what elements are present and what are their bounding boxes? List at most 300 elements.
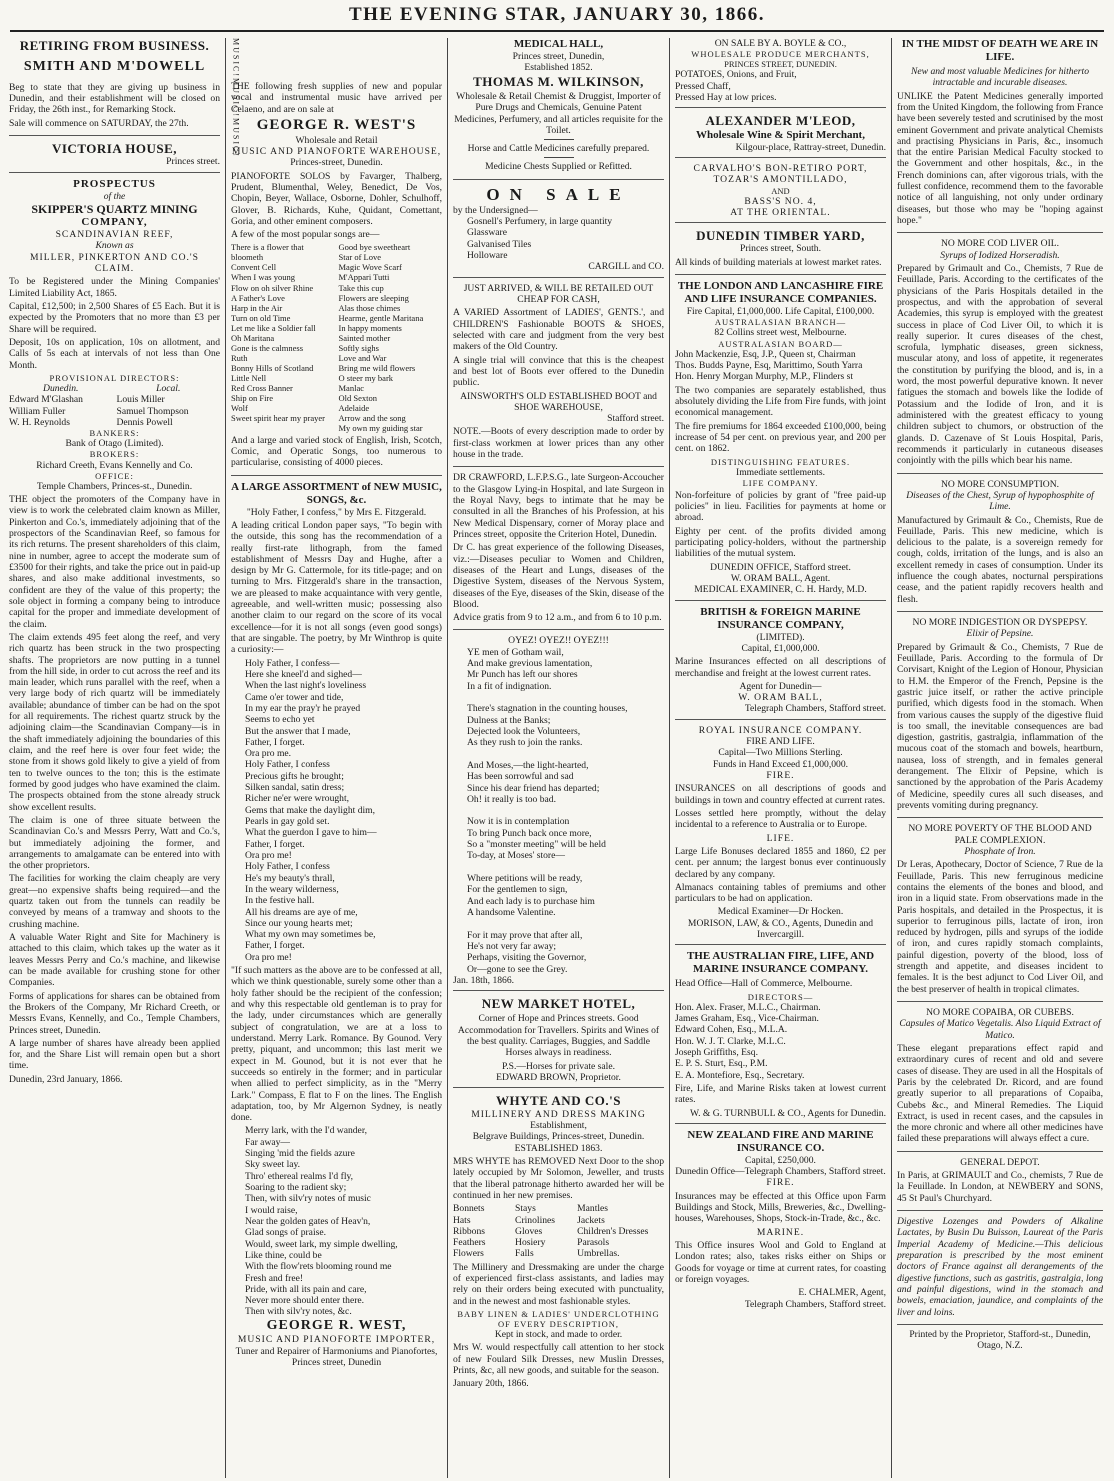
indigestion-sub: Elixir of Pepsine. <box>966 628 1034 640</box>
review-text: A leading critical London paper says, "To begin with the outside, this song has the recommendation of a really first-rate lithograph, from the famed establishment of Messrs Day and Hughe, after a design by Mr G. Cattermole, for its title-page; and on turning to Mrs. Fitzgerald's share in the transaction, we are pleased to make acquaintance with very gentle, agreeable, and well-written music; possessing also another claim to our regard on the score of its vocal excellence—for it is not all songs (even good songs) that are singable. The poetry, by Mr Winthrop is quite a curiosity:— <box>231 519 442 656</box>
life-co-title: LIFE COMPANY. <box>742 477 819 488</box>
poem-line: Since his dear friend has departed; <box>467 782 600 794</box>
poem-line <box>467 805 664 816</box>
director-name: Edward M'Glashan <box>9 394 83 406</box>
aus-head: Head Office—Hall of Commerce, Melbourne. <box>675 978 853 990</box>
column-1 <box>4 38 226 1478</box>
oriental-title: AT THE ORIENTAL. <box>730 206 831 218</box>
song-title: Bring me wild flowers <box>338 362 416 373</box>
medical-hall-est: Established 1852. <box>524 62 593 74</box>
verse-line: Like thine, could be <box>245 1249 322 1261</box>
poem-line <box>467 749 664 760</box>
chalmer-addr: Telegraph Chambers, Stafford street. <box>744 1298 886 1310</box>
verse-line: Gems that make the daylight dim, <box>245 804 376 816</box>
victoria-house-street: Princes street. <box>166 156 220 168</box>
cod-body: Prepared by Grimault and Co., Chemists, 7 Rue de Feuillade, Paris. According to the certificates of the physicians of the Paris Hospitals detailed in the prospectus, and with the approbation of several Academies, this syrup is employed with the greatest success in place of Cod Liver Oil, to which it is really superior. It cures diseases of the chest, scrofula, lymphatic diseases, green sickness, muscular atony, and loss of appetite, it regenerates the constitution by purifying the blood, and is, in a word, the most powerful depurative known. It never fatigues the stomach and bowels like the Iodide of Potassium and the Iodide of Iron, and it is administered with the greatest efficacy to young children subject to chumors, or obstruction of the glands. D. Cazenave of St Louis Hospital, Paris, recommends it particularly in cutaneous diseases conjointly with the pills which bear his name. <box>897 262 1103 467</box>
director-name: E. P. S. Sturt, Esq., P.M. <box>675 1058 768 1070</box>
shop-item: Umbrellas. <box>577 1248 620 1260</box>
verse-line: Glad songs of praise. <box>245 1227 326 1239</box>
verse-line: Singing 'mid the fields azure <box>245 1148 355 1160</box>
song-title: Ship on Fire <box>231 392 274 403</box>
crawford-ad <box>453 472 664 630</box>
rule <box>544 157 574 158</box>
shop-item: Hats <box>453 1214 471 1226</box>
poverty-sub: Phosphate of Iron. <box>964 845 1036 857</box>
royal-ad <box>675 725 886 946</box>
midst-ad <box>897 38 1103 233</box>
verse-line: Merry lark, with the I'd wander, <box>245 1125 368 1137</box>
losses-text: Losses settled here promptly, without the delay incidental to a reference to Australia or to Europe. <box>675 807 886 831</box>
poem-line <box>467 918 664 929</box>
song-title: Sainted mother <box>338 332 391 343</box>
shop-item: Falls <box>515 1248 534 1260</box>
fire-title: FIRE. <box>766 770 795 782</box>
bankers-title: BANKERS: <box>89 428 140 439</box>
cod-ad <box>897 238 1103 473</box>
poem-line: In a fit of indignation. <box>467 680 552 692</box>
nz-fire-title: NEW ZEALAND FIRE AND MARINE INSURANCE CO. <box>687 1128 874 1154</box>
life-body: Non-forfeiture of policies by grant of "free paid-up policies" in lieu. Facilities for payments at home or abroad. <box>675 489 886 524</box>
british-ltd: (LIMITED). <box>756 631 805 643</box>
brokers-text: Richard Creeth, Evans Kennelly and Co. <box>36 459 193 471</box>
company-title: COMPANY, <box>81 216 148 229</box>
music-strip <box>231 38 241 159</box>
large-stock-text: And a large and varied stock of English, Irish, Scotch, Comic, and Operatic Songs, too numerous to particularise, consisting of 4000 pieces. <box>231 434 442 469</box>
verse-2 <box>231 759 442 861</box>
masthead-title: THE EVENING STAR, JANUARY 30, 1866. <box>348 4 766 25</box>
oyez-title: OYEZ! OYEZ!! OYEZ!!! <box>508 635 609 647</box>
advice-text: Advice gratis from 9 to 12 a.m., and from 6 to 10 p.m. <box>453 612 662 624</box>
morison-text: MORISON, LAW, & CO., Agents, Dunedin and Invercargill. <box>687 917 874 941</box>
life-bonus: Large Life Bonuses declared 1855 and 1860, £2 per cent. per annum; the largest bonus ever continuously declared by any company. <box>675 845 886 880</box>
song-title: A Father's Love <box>231 292 285 303</box>
crawford-text: DR CRAWFORD, L.F.P.S.G., late Surgeon-Accoucher to the Glasgow Lying-in Hospital, and late Surgeon in the Royal Navy, begs to intimate that he may be consulted in all the Branches of his Profession, at his New Medical Dispensary, corner of Moray place and Princes street, opposite the Criterion Hotel, Dunedin. <box>453 472 664 540</box>
items-b <box>515 1203 577 1260</box>
prospectus-of-the: of the <box>103 190 126 202</box>
consumption-ad <box>897 479 1103 612</box>
song-title: Star of Love <box>338 252 381 263</box>
verse-line: Would, sweet lark, my simple dwelling, <box>245 1238 398 1250</box>
poem-line: There's stagnation in the counting houses, <box>467 703 628 715</box>
tuner-text: Tuner and Repairer of Harmoniums and Pianofortes, <box>235 1345 438 1357</box>
nz-office: Dunedin Office—Telegraph Chambers, Stafford street. <box>675 1166 886 1178</box>
marine-body: This Office insures Wool and Gold to England at London rates; also, takes risks either on Ships or Goods for voyage or time at current rates, for coasting or foreign voyages. <box>675 1239 886 1285</box>
est1863-text: ESTABLISHED 1863. <box>514 1142 603 1154</box>
verse-line: Far away— <box>245 1136 291 1148</box>
boyle-sub: WHOLESALE PRODUCE MERCHANTS, <box>691 49 870 60</box>
varied-text: A VARIED Assortment of LADIES', GENTS.', and CHILDREN'S Fashionable BOOTS & SHOES, selected with care and judgment from the very best makers of the Old Country. <box>453 307 664 353</box>
victoria-house-ad <box>9 141 220 173</box>
poem-line: As they rush to join the ranks. <box>467 737 583 749</box>
wilkinson-body: Wholesale & Retail Chemist & Druggist, Importer of Pure Drugs and Chemicals, Genuine Patent Medicines, Perfumery, and all articles requisite for the Toilet. <box>454 90 663 136</box>
verse-line: Then, with silv'ry notes of music <box>245 1193 371 1205</box>
poem-line: So a "monster meeting" will be held <box>467 839 606 851</box>
director-name: Hon. Alex. Fraser, M.L.C., Chairman. <box>675 1001 821 1013</box>
shop-item: Flowers <box>453 1248 484 1260</box>
brokers-title: BROKERS: <box>89 449 140 460</box>
verse-line: Soaring to the radient sky; <box>245 1182 347 1194</box>
verse-line: Pride, with all its pain and care, <box>245 1283 367 1295</box>
prospectus-body-4: The facilities for working the claim cheaply are very great—no expensive shafts being required—and the quartz taken out from the tunnels can readily be conveyed by means of a tramway and shoots to the crushing machine. <box>9 873 220 930</box>
verse-line: Father, I forget. <box>245 838 305 850</box>
verse-line: Holy Father, I confess <box>245 861 330 873</box>
undersigned-text: by the Undersigned— <box>453 204 538 216</box>
assortment-ad <box>231 481 442 1373</box>
song-title: Harp in the Air <box>231 302 283 313</box>
mleod-sub: Wholesale Wine & Spirit Merchant, <box>696 128 865 141</box>
director-name: Hon. W. J. T. Clarke, M.L.C. <box>675 1035 786 1047</box>
chalmer-text: E. CHALMER, Agent, <box>798 1287 886 1299</box>
verse-line: In the weary wilderness, <box>245 883 339 895</box>
verse-line: Ora pro me! <box>245 849 292 861</box>
copaiba-ad <box>897 1007 1103 1152</box>
review-text-2: "If such matters as the above are to be confessed at all, which we think questionable, surely some other than a holy father should be the recipient of the confession; and why this respectable old gentleman is to pray for the lady, under circumstances which are generally subject of congratulation, we are at a loss to understand. Merry Lark. Romance. By Gounod. Very pretty, piquant, and uncommon; this last merit we expect in M. Gounod, but it is not ever that he succeeds so entirely in the former; and in particular when allied to perfect simplicity, as in the "Merry Lark." Compass, E flat to F on the lines. The English adaptation, too, by Mr Algernon Sydney, is neatly done. <box>231 965 442 1124</box>
importer-text: MUSIC AND PIANOFORTE IMPORTER, <box>237 1334 436 1346</box>
reef-title: SCANDINAVIAN REEF, <box>55 229 174 241</box>
song-title: There is a flower that bloometh <box>231 242 304 263</box>
skipper-title: SKIPPER'S QUARTZ MINING <box>31 202 198 217</box>
millinery-body: The Millinery and Dressmaking are under the charge of experienced first-class assistants, and ladies may rely on their orders being executed with punctuality, and in the newest and most fashionable styles. <box>453 1261 664 1307</box>
prospectus-body-6: Forms of applications for shares can be obtained from the Brokers of the Company, Mr Richard Creeth, or Messrs Evans, Kennelly, and Co., Temple Chambers, Princes street, Dunedin. <box>9 990 220 1036</box>
shop-item: Jackets <box>577 1214 605 1226</box>
mleod-title: ALEXANDER M'LEOD, <box>705 113 856 129</box>
column-5 <box>892 38 1108 1478</box>
song-title: Red Cross Banner <box>231 382 293 393</box>
unlike-text: UNLIKE the Patent Medicines generally imported from the United Kingdom, the following from France have been severely tested and scrutinised by the most eminent Government and private analytical Chemists and practising Physicians in Paris, &c., insomuch that the entire Parisian Medical Faculty stocked to the Government and other hospitals, &c., in the French dominions can, after vigorous trials, with the fullest confidence, recommend them to the favorable notice of all languishing, not only under ordinary diseases, but those who may be "hoping against hope." <box>897 90 1103 226</box>
holy-father-title: "Holy Father, I confess," by Mrs E. Fitzgerald. <box>246 506 427 518</box>
song-title: M'Appari Tutti <box>338 272 390 283</box>
songs-left <box>231 242 335 432</box>
prospectus-body-3: The claim is one of three situate between the Scandinavian Co.'s and Messrs Perry, Watt and Co.'s, but immediately adjoining the former, and arrangements to amalgamate can be entered into with the other proprietors. <box>9 814 220 872</box>
poem-line: YE men of Gotham wail, <box>467 646 564 658</box>
produce-item: Pressed Chaff, <box>675 80 731 92</box>
whyte-title: WHYTE AND CO.'S <box>496 1093 621 1109</box>
prospectus-body-1: THE object the promoters of the Company have in view is to work the celebrated claim known as Miller, Pinkerton and Co.'s, immediately adjoining that of the prospectors of the Scandinavian Reef, so famous for its rich returns. The present shareholders of this claim, nine in number, agree to accept the moderate sum of £3500 for their rights, and take the price out in paid-up shares, and also make additional investments, so confident are they of the value of this property; the sole object in forming a company being to introduce capital for the proper and immediate development of the claim. <box>9 494 220 630</box>
board-member: Thos. Budds Payne, Esq, Marittimo, South Yarra <box>675 360 863 372</box>
copaiba-body: These elegant preparations effect rapid and extraordinary cures of recent and old and severe cases of disease. They are used in all the Hospitals of Paris by the celebrated Dr. Ricord, and are found greatly superior to all preparations of Copaiba, Cubebs &c., and Mineral Remedies. The Liquid Extract, is used in recent cases, and the capsules in the more chronic and where all other medicines have failed these preparations will always effect a cure. <box>897 1042 1103 1145</box>
british-ad <box>675 606 886 720</box>
london-body: The two companies are separately established, thus absolutely dividing the Life from Fire funds, with joint economical management. <box>675 384 886 419</box>
verse-line: Came o'er tower and tide, <box>245 691 344 703</box>
consumption-body: Manufactured by Grimault & Co., Chemists, Rue de Feuillade, Paris. This new medicine, which is delicious to the palate, is a sovereign remedy for cough, colds, irritation of the lungs, and is also an excellent remedy in cases of consumption. Under its influence the cough abates, nocturnal perspirations cease, and the patient rapidly recovers health and flesh. <box>897 514 1103 605</box>
shop-item: Mantles <box>577 1203 609 1215</box>
carvalho-ad <box>675 163 886 223</box>
stafford-text: Stafford street. <box>607 413 664 425</box>
verse-line: Precious gifts he brought; <box>245 770 344 782</box>
shop-item: Crinolines <box>515 1214 556 1226</box>
directors-title: DIRECTORS— <box>747 991 814 1002</box>
oyez-date: Jan. 18th, 1866. <box>453 974 515 986</box>
arrived-title: JUST ARRIVED, & WILL BE RETAILED OUT CHEAP FOR CASH, <box>463 282 654 306</box>
life-title: LIFE. <box>766 832 795 844</box>
boots-ad <box>453 283 664 468</box>
ball-text: W. ORAM BALL, Agent. <box>730 573 831 585</box>
produce-item: Pressed Hay at low prices. <box>675 91 777 103</box>
music-intro: THE following fresh supplies of new and popular vocal and instrumental music have arrived per Celaeno, and are on sale at <box>231 81 442 115</box>
song-title: Turn on old Time <box>231 312 291 323</box>
shop-item: Stays <box>515 1203 536 1215</box>
song-title: Flow on oh silver Rhine <box>231 282 314 293</box>
song-title: Manlac <box>338 382 364 393</box>
nz-fire-body: Insurances may be effected at this Office upon Farm Buildings and Stock, Mills, Breweries, &c., Dwelling-houses, Warehouses, Shops, Stock-in-Trade, &c., &c. <box>675 1190 886 1225</box>
boyle-items <box>675 69 886 103</box>
depot-ad <box>897 1157 1103 1211</box>
director-name: Louis Miller <box>116 394 165 406</box>
aus-fire-ad <box>675 950 886 1123</box>
columns <box>4 38 1110 1478</box>
london-ad <box>675 280 886 601</box>
poverty-ad <box>897 823 1103 1002</box>
verse-line: Pearls in gay gold set. <box>245 816 330 828</box>
verse-line: Silken sandal, satin dress; <box>245 782 345 794</box>
retiring-names: SMITH AND M'DOWELL <box>23 59 206 75</box>
oram-text: W. ORAM BALL, <box>738 692 823 704</box>
local-label: Local. <box>156 382 181 394</box>
song-title: Magic Wove Scarf <box>338 262 402 273</box>
boyle-title: ON SALE BY A. BOYLE & CO., <box>714 38 847 49</box>
single-trial-text: A single trial will convince that this is the cheapest and best lot of Boots ever offered to the Dunedin public. <box>453 354 664 389</box>
note-text: NOTE.—Boots of every description made to order by first-class workmen at lower prices than any other house in the trade. <box>453 426 664 461</box>
timber-body: All kinds of building materials at lowest market rates. <box>675 256 882 268</box>
song-title: Good bye sweetheart <box>338 242 411 253</box>
song-title: Little Nell <box>231 372 267 383</box>
shop-item: Parasols <box>577 1237 610 1249</box>
aus-fire-body: Fire, Life, and Marine Risks taken at lowest current rates. <box>675 1082 886 1106</box>
songs-list <box>231 242 442 432</box>
boyle-ad <box>675 38 886 108</box>
director-name: James Graham, Esq., Vice-Chairman. <box>675 1013 819 1024</box>
director-name: Samuel Thompson <box>116 405 189 417</box>
verse-line: Then with silv'ry notes, &c. <box>245 1306 352 1318</box>
crawford-text-2: Dr C. has great experience of the following Diseases, viz.:—Diseases peculiar to Women and Children, diseases of the Heart and Lungs, diseases of the Digestive System, diseases of the Nervous System, diseases of the Eye, diseases of the Skin, disease of the Blood. <box>453 542 665 610</box>
songs-right <box>339 242 443 432</box>
timber-title: DUNEDIN TIMBER YARD, <box>696 228 865 244</box>
mleod-ad <box>675 113 886 158</box>
whyte-date: January 20th, 1866. <box>453 1378 529 1390</box>
dunedin-office: DUNEDIN OFFICE, Stafford street. <box>710 561 851 573</box>
british-cap: Capital, £1,000,000. <box>741 642 820 654</box>
song-title: Sweet spirit hear my prayer <box>231 412 325 423</box>
whyte-last-text: Mrs W. would respectfully call attention to her stock of new Foulard Silk Dresses, new Muslin Dresses, Prints, &c, all new goods, and suitable for the season. <box>453 1342 664 1376</box>
song-title: Wolf <box>231 402 248 413</box>
shop-item: Bonnets <box>453 1203 485 1215</box>
medical-hall-address: Princes street, Dunedin, <box>512 50 605 62</box>
dunedin-label: Dunedin. <box>43 382 79 394</box>
poem-line <box>467 862 664 873</box>
sale-item: Gosnell's Perfumery, in large quantity <box>467 216 613 228</box>
items-a <box>453 1203 515 1260</box>
song-title: Take this cup <box>338 282 384 293</box>
director-name: E. A. Montefiore, Esq., Secretary. <box>675 1069 805 1081</box>
whyte-ad <box>453 1093 664 1393</box>
song-title: Ruth <box>231 352 248 363</box>
boyle-addr: PRINCES STREET, DUNEDIN. <box>724 59 837 70</box>
prospectus-body-2: The claim extends 495 feet along the reef, and very rich quartz has been struck in the two prospecting shafts. The proprietors are now putting in a tunnel from the hill side, in order to cut across the reef and its main leader, which runs parallel with the reef, when a very large body of rich quartz will be immediately available; abundance of timber can be had on the spot for all requirements. The richest quartz struck by the adjoining claim—the Scandinavian Company—is in the shaft immediately adjoining the boundaries of this claim, and the reef here is over four feet wide; the stone from it shows gold likely to give a yield of from ten to twelve ounces to the ton; this is the estimate formed by good judges who have examined the claim. The prospects obtained from the stone already struck show excellent results. <box>9 631 220 813</box>
poem-line: And make grevious lamentation, <box>467 658 593 670</box>
verse-line: With the flow'rets blooming round me <box>245 1261 392 1273</box>
poem-line: Where petitions will be ready, <box>467 873 583 885</box>
produce-item: POTATOES, Onions, and Fruit, <box>675 69 797 81</box>
printer-note: Printed by the Proprietor, Stafford-st., Dunedin, Otago, N.Z. <box>909 1329 1091 1352</box>
shop-item: Hosiery <box>515 1237 546 1249</box>
column-3 <box>448 38 670 1478</box>
bass-title: BASS'S NO. 4, <box>744 195 817 207</box>
medical-hall-ad <box>453 38 664 180</box>
timber-addr: Princes street, South. <box>739 243 821 255</box>
poem-line: And Moses,—the light-hearted, <box>467 759 589 771</box>
sale-item: Galvanised Tiles <box>467 238 532 250</box>
director-name: William Fuller <box>9 405 66 417</box>
poem-line: Perhaps, visiting the Governor, <box>467 952 587 964</box>
verse-3 <box>231 861 442 963</box>
turnbull-text: W. & G. TURNBULL & CO., Agents for Dunedin. <box>689 1107 886 1119</box>
baby-linen-title: BABY LINEN & LADIES' UNDERCLOTHING OF EVERY DESCRIPTION, <box>457 1309 660 1330</box>
director-name: Dennis Powell <box>116 416 173 428</box>
copaiba-title: NO MORE COPAIBA, OR CUBEBS. <box>926 1007 1074 1018</box>
verse-line: Holy Father, I confess <box>245 759 330 771</box>
song-title: When I was young <box>231 272 295 283</box>
directors-title: PROVISIONAL DIRECTORS: <box>49 372 180 383</box>
song-title: Gone is the calmness <box>231 342 303 353</box>
nz-cap: Capital, £250,000. <box>745 1154 816 1166</box>
director-name: W. H. Reynolds <box>9 416 70 428</box>
aus-branch: AUSTRALASIAN BRANCH— <box>714 317 847 328</box>
shop-item: Ribbons <box>453 1225 485 1237</box>
royal-title: ROYAL INSURANCE COMPANY. <box>698 724 863 736</box>
horse-text: Horse and Cattle Medicines carefully prepared. <box>467 143 650 155</box>
timber-ad <box>675 228 886 275</box>
bankers-text: Bank of Otago (Limited). <box>65 438 164 450</box>
aus-addr: 82 Collins street west, Melbourne. <box>714 327 847 339</box>
aus-fire-title: THE AUSTRALIAN FIRE, LIFE, AND MARINE INSURANCE COMPANY. <box>686 950 875 976</box>
millinery-title: MILLINERY AND DRESS MAKING <box>471 1108 646 1120</box>
copaiba-sub: Capsules of Matico Vegetalis. Also Liquid Extract of Matico. <box>899 1018 1101 1041</box>
kept-text: Kept in stock, and made to order. <box>494 1329 623 1341</box>
column-2 <box>226 38 448 1478</box>
british-agent: Agent for Dunedin— <box>739 680 822 692</box>
features-title: DISTINGUISHING FEATURES. <box>710 456 851 467</box>
poem-line: And each lady is to purchase him <box>467 895 595 907</box>
music-label: MUSIC! <box>231 38 241 79</box>
song-title: Love and War <box>338 352 387 363</box>
royal-funds: Funds in Hand Exceed £1,000,000. <box>712 758 849 770</box>
song-title: Oh Maritana <box>231 332 275 343</box>
new-remedies: New and most valuable Medicines for hitherto intractable and incurable diseases. <box>911 65 1089 89</box>
shop-item: Gloves <box>515 1225 543 1237</box>
shop-item: Feathers <box>453 1237 486 1249</box>
eighty-text: Eighty per cent. of the profits divided among participating policy-holders, without the partnership liabilities of the mutual system. <box>675 525 886 560</box>
verse-line: Father, I forget. <box>245 940 305 952</box>
music-ad <box>231 38 442 476</box>
wilkinson-title: THOMAS M. WILKINSON, <box>473 73 644 89</box>
hocken-text: Medical Examiner—Dr Hocken. <box>717 906 844 918</box>
poem-line: He's not very far away; <box>467 940 557 952</box>
indigestion-ad <box>897 617 1103 818</box>
verse-line: He's my beauty's thrall, <box>245 872 335 884</box>
verse-line: Seems to echo yet <box>245 714 315 726</box>
verse-line: Sky sweet lay. <box>245 1159 301 1171</box>
george-west-title: GEORGE R. WEST'S <box>256 116 417 133</box>
deposit-text: Deposit, 10s on application, 10s on allotment, and Calls of 5s each at intervals of not less than One Month. <box>9 336 220 371</box>
board-member: Hon. Henry Morgan Murphy, M.P., Flinders st <box>675 371 854 383</box>
consumption-sub: Diseases of the Chest, Syrup of hypophosphite of Lime. <box>906 489 1094 513</box>
masthead <box>10 0 1104 32</box>
verse-line: When the last night's loveliness <box>245 680 367 692</box>
verse-line: Ora pro me. <box>245 748 292 760</box>
retiring-sale: Sale will commence on SATURDAY, the 27th. <box>9 117 189 129</box>
removed-text: MRS WHYTE has REMOVED Next Door to the shop lately occupied by Mr Solomon, Jeweller, and trusts that the liberal patronage hitherto awarded her will be continued in her new premises. <box>453 1155 664 1201</box>
claim-title: MILLER, PINKERTON AND CO.'S CLAIM. <box>30 251 199 275</box>
cod-title: NO MORE COD LIVER OIL. <box>940 238 1060 250</box>
cod-sub: Syrups of Iodized Horseradish. <box>940 249 1060 261</box>
poem-line: Or—gone to see the Grey. <box>467 963 568 975</box>
fire-life-title: FIRE AND LIFE. <box>746 736 815 748</box>
verse-line: What the guerdon I gave to him— <box>245 827 377 839</box>
verse-line: Here she kneel'd and sighed— <box>245 668 362 680</box>
and-text: AND <box>771 185 790 196</box>
carvalho-title: CARVALHO'S BON-RETIRO PORT, <box>693 162 868 174</box>
song-title: Old Sexton <box>338 392 377 403</box>
poverty-body: Dr Leras, Apothecary, Doctor of Science, 7 Rue de la Feuillade, Paris. This new ferruginous medicine contains the elements of the bones and blood, and iron in a liquid state. From observations made in the Paris hospitals, and detailed in the Prospectus, it is superior to ferruginous pills, lactate of iron, iron reduced by hydrogen, pills and syrups of the iodide of iron, and cures rapidly stomach complaints, painful digestion, poverty of the blood, loss of strength and appetite, and diseases incident to females. It is the best adjunct to Cod Liver Oil, and the best preserver of health in tropical climates. <box>897 859 1103 995</box>
depot-title: GENERAL DEPOT. <box>960 1156 1040 1168</box>
establishment-text: Establishment, <box>530 1120 587 1131</box>
office-title: OFFICE: <box>95 470 134 481</box>
poem-line: To-day, at Moses' store— <box>467 850 565 862</box>
mleod-addr: Kilgour-place, Rattray-street, Dunedin. <box>735 141 886 153</box>
verse-line: Thro' ethereal realms I'd fly, <box>245 1170 354 1182</box>
british-body: Marine Insurances effected on all descriptions of merchandise and freight at the lowest current rates. <box>675 656 886 679</box>
british-title: BRITISH & FOREIGN MARINE INSURANCE COMPANY, <box>700 605 861 631</box>
song-title: In happy moments <box>338 322 402 333</box>
song-title: My own my guiding star <box>338 422 423 433</box>
song-title: O steer my bark <box>338 372 394 383</box>
music-label: MUSIC! <box>231 118 241 159</box>
rule <box>544 139 574 140</box>
verse-line: Holy Father, I confess— <box>245 657 340 669</box>
song-title: Adelaide <box>338 402 370 413</box>
verse-line: All his dreams are aye of me, <box>245 906 358 918</box>
board-members <box>675 349 886 383</box>
aus-directors <box>675 1002 886 1081</box>
midst-title: IN THE MIDST OF DEATH WE ARE IN LIFE. <box>901 38 1099 63</box>
gotham-poem <box>453 647 664 975</box>
song-title: Bonny Hills of Scotland <box>231 362 314 373</box>
sale-items <box>453 216 664 261</box>
solos-text: PIANOFORTE SOLOS by Favarger, Thalberg, Prudent, Blumenthal, Weley, Benedict, De Vos, Chopin, Beyer, Wallace, Osborne, Dohler, Schulhoff, Glover, B. Richards, Kuhe, Quidant, Comettant, Goria, and other eminent composers. <box>231 170 442 227</box>
london-prem: The fire premiums for 1864 exceeded £100,000, being increase of 54 per cent. on previous year, and 200 per cent. on 1862. <box>675 420 886 455</box>
princes-text-2: Princes street, Dunedin <box>291 1356 382 1368</box>
verse-line: Never more should enter there. <box>245 1295 365 1307</box>
nz-fire-heading: FIRE. <box>766 1177 795 1189</box>
brown-text: EDWARD BROWN, Proprietor. <box>496 1072 621 1084</box>
london-cap: Fire Capital, £1,000,000. Life Capital, £100,000. <box>686 306 875 318</box>
directors-table <box>9 383 220 428</box>
popular-text: A few of the most popular songs are— <box>231 229 380 241</box>
verse-line: Richer ne'er were wrought, <box>245 793 350 805</box>
column-4 <box>670 38 892 1478</box>
poem-line: Dulness at the Banks; <box>467 714 551 726</box>
poem-line: To bring Punch back once more, <box>467 827 592 839</box>
sale-item: Glassware <box>467 227 507 239</box>
princes-text: Princes-street, Dunedin. <box>290 157 383 169</box>
belgrave-text: Belgrave Buildings, Princes-street, Dunedin. <box>472 1131 645 1143</box>
cargill-text: CARGILL and CO. <box>588 261 664 273</box>
known-as: Known as <box>95 240 134 252</box>
director-name: Edward Cohen, Esq., M.L.A. <box>675 1024 788 1036</box>
director-name: Joseph Griffiths, Esq. <box>675 1046 758 1058</box>
ainsworth-title: AINSWORTH'S OLD ESTABLISHED BOOT and SHOE WAREHOUSE, <box>460 390 657 413</box>
chests-text: Medicine Chests Supplied or Refitted. <box>485 161 632 173</box>
